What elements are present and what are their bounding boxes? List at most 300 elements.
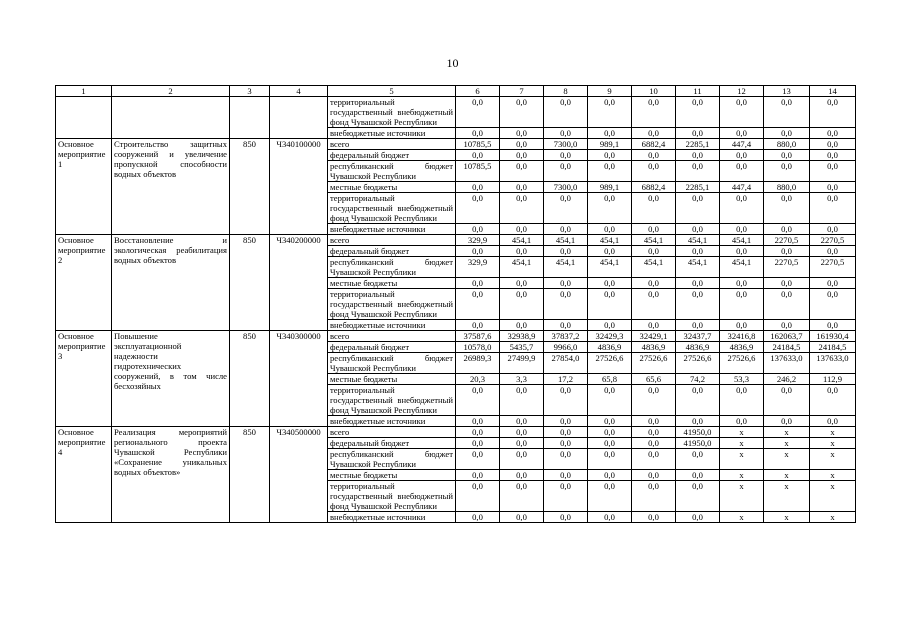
value-cell: 0,0 [456,427,500,438]
column-header-5: 5 [328,86,456,97]
value-cell: 0,0 [720,246,764,257]
funding-source: федеральный бюджет [328,150,456,161]
value-cell: 0,0 [676,470,720,481]
value-cell: 0,0 [544,97,588,128]
funding-source: всего [328,139,456,150]
value-cell: 0,0 [764,193,810,224]
value-cell: 880,0 [764,139,810,150]
value-cell: 0,0 [544,320,588,331]
value-cell: 27526,6 [676,353,720,374]
value-cell: 0,0 [588,289,632,320]
value-cell: 0,0 [676,224,720,235]
value-cell: 0,0 [456,481,500,512]
value-cell: 0,0 [632,224,676,235]
value-cell: 0,0 [632,150,676,161]
value-cell: 2270,5 [764,235,810,246]
value-cell: 2270,5 [810,257,856,278]
value-cell: 0,0 [764,150,810,161]
value-cell: x [810,438,856,449]
value-cell: 41950,0 [676,427,720,438]
event-label [56,97,112,139]
value-cell: 454,1 [632,235,676,246]
value-cell: 7300,0 [544,182,588,193]
value-cell: 0,0 [632,97,676,128]
value-cell: 0,0 [588,150,632,161]
page-number: 10 [446,56,459,70]
value-cell: 0,0 [544,427,588,438]
value-cell: 0,0 [588,438,632,449]
value-cell: 65,6 [632,374,676,385]
value-cell: x [764,427,810,438]
value-cell: 41950,0 [676,438,720,449]
value-cell: 0,0 [544,470,588,481]
value-cell: 4836,9 [632,342,676,353]
value-cell: 24184,5 [810,342,856,353]
value-cell: 0,0 [500,128,544,139]
funding-source: местные бюджеты [328,374,456,385]
value-cell: 0,0 [456,150,500,161]
funding-source: всего [328,235,456,246]
value-cell: 32429,1 [632,331,676,342]
value-cell: 454,1 [544,257,588,278]
value-cell: 329,9 [456,257,500,278]
value-cell: 32416,8 [720,331,764,342]
value-cell: 0,0 [676,385,720,416]
value-cell: 37587,6 [456,331,500,342]
funding-source: местные бюджеты [328,182,456,193]
grbs-code: 850 [230,331,270,427]
value-cell: 0,0 [676,161,720,182]
value-cell: 161930,4 [810,331,856,342]
value-cell: 0,0 [500,224,544,235]
value-cell: 0,0 [764,97,810,128]
funding-source: внебюджетные источники [328,320,456,331]
column-header-13: 13 [764,86,810,97]
value-cell: 0,0 [632,278,676,289]
column-header-7: 7 [500,86,544,97]
value-cell: 0,0 [632,320,676,331]
funding-source: внебюджетные источники [328,128,456,139]
value-cell: 0,0 [676,449,720,470]
value-cell: 0,0 [500,193,544,224]
value-cell: 0,0 [676,416,720,427]
grbs-code: 850 [230,139,270,235]
value-cell: 0,0 [588,193,632,224]
value-cell: 0,0 [764,385,810,416]
value-cell: 0,0 [544,416,588,427]
value-cell: 0,0 [764,128,810,139]
value-cell: 0,0 [676,278,720,289]
value-cell: 0,0 [676,320,720,331]
value-cell: 454,1 [676,235,720,246]
value-cell: 0,0 [500,481,544,512]
value-cell: 454,1 [632,257,676,278]
value-cell: 0,0 [500,416,544,427]
value-cell: 0,0 [632,449,676,470]
value-cell: 0,0 [632,481,676,512]
value-cell: 0,0 [720,320,764,331]
value-cell: 0,0 [456,416,500,427]
event-title: Строительство защитных сооружений и увеличение пропускной способности водных объектов [112,139,230,235]
value-cell: 0,0 [588,427,632,438]
column-header-8: 8 [544,86,588,97]
value-cell: 0,0 [764,320,810,331]
grbs-code: 850 [230,427,270,523]
value-cell: 4836,9 [588,342,632,353]
value-cell: 0,0 [500,139,544,150]
value-cell: 0,0 [764,278,810,289]
value-cell: 0,0 [810,246,856,257]
value-cell: x [720,470,764,481]
value-cell: x [764,449,810,470]
value-cell: 0,0 [544,481,588,512]
column-header-12: 12 [720,86,764,97]
value-cell: 0,0 [544,289,588,320]
value-cell: 0,0 [632,470,676,481]
value-cell: 0,0 [676,97,720,128]
table-row [56,331,856,342]
value-cell: 27526,6 [588,353,632,374]
value-cell: x [720,438,764,449]
value-cell: 10578,0 [456,342,500,353]
value-cell: 0,0 [632,161,676,182]
value-cell: 246,2 [764,374,810,385]
value-cell: x [764,438,810,449]
event-label: Основное мероприятие 2 [56,235,112,331]
value-cell: 0,0 [810,128,856,139]
value-cell: 0,0 [544,128,588,139]
value-cell: 0,0 [588,320,632,331]
value-cell: 112,9 [810,374,856,385]
value-cell: 0,0 [544,150,588,161]
value-cell: 0,0 [588,97,632,128]
grbs-code [230,97,270,139]
funding-source: всего [328,427,456,438]
value-cell: 0,0 [544,193,588,224]
value-cell: 0,0 [632,128,676,139]
value-cell: 0,0 [544,449,588,470]
event-title [112,97,230,139]
value-cell: 0,0 [632,438,676,449]
value-cell: 0,0 [632,427,676,438]
funding-source: внебюджетные источники [328,224,456,235]
budget-class-code: Ч340200000 [270,235,328,331]
column-header-11: 11 [676,86,720,97]
value-cell: 0,0 [544,512,588,523]
event-title: Повышение эксплуатационной надежности гидротехнических сооружений, в том числе бесхозяйных [112,331,230,427]
value-cell: 0,0 [500,289,544,320]
value-cell: 0,0 [456,128,500,139]
value-cell: 0,0 [500,385,544,416]
value-cell: 0,0 [588,224,632,235]
value-cell: 447,4 [720,139,764,150]
value-cell: 0,0 [588,385,632,416]
value-cell: x [720,449,764,470]
value-cell: 0,0 [676,289,720,320]
value-cell: 0,0 [456,182,500,193]
funding-source: местные бюджеты [328,278,456,289]
table-row [56,235,856,246]
value-cell: 2285,1 [676,139,720,150]
funding-source: федеральный бюджет [328,246,456,257]
table-row [56,139,856,150]
value-cell: 5435,7 [500,342,544,353]
value-cell: 0,0 [720,289,764,320]
value-cell: 0,0 [676,246,720,257]
value-cell: 0,0 [676,128,720,139]
value-cell: 0,0 [456,246,500,257]
value-cell: 20,3 [456,374,500,385]
value-cell: 454,1 [588,235,632,246]
value-cell: 454,1 [720,257,764,278]
value-cell: x [764,481,810,512]
value-cell: 37837,2 [544,331,588,342]
funding-source: территориальный государственный внебюджетный фонд Чувашской Республики [328,385,456,416]
value-cell: 0,0 [456,278,500,289]
value-cell: 0,0 [632,193,676,224]
value-cell: 0,0 [500,470,544,481]
value-cell: 0,0 [632,246,676,257]
value-cell: 0,0 [456,224,500,235]
value-cell: 10785,5 [456,139,500,150]
value-cell: 0,0 [720,278,764,289]
value-cell: 0,0 [500,150,544,161]
funding-source: республиканский бюджет Чувашской Республики [328,353,456,374]
header-row [56,86,856,97]
value-cell: 0,0 [720,385,764,416]
value-cell: 0,0 [544,224,588,235]
value-cell: 27854,0 [544,353,588,374]
value-cell: 0,0 [588,416,632,427]
column-header-4: 4 [270,86,328,97]
value-cell: x [720,481,764,512]
value-cell: 74,2 [676,374,720,385]
value-cell: 0,0 [588,481,632,512]
value-cell: 0,0 [456,193,500,224]
event-title: Восстановление и экологическая реабилитация водных объектов [112,235,230,331]
value-cell: 0,0 [764,416,810,427]
value-cell: 0,0 [810,289,856,320]
funding-source: местные бюджеты [328,470,456,481]
value-cell: 3,3 [500,374,544,385]
value-cell: 454,1 [588,257,632,278]
value-cell: 0,0 [500,182,544,193]
value-cell: 0,0 [500,449,544,470]
value-cell: 0,0 [544,246,588,257]
value-cell: 0,0 [500,246,544,257]
value-cell: 0,0 [764,161,810,182]
value-cell: 329,9 [456,235,500,246]
value-cell: 0,0 [810,224,856,235]
value-cell: 0,0 [632,385,676,416]
funding-source: федеральный бюджет [328,438,456,449]
value-cell: 17,2 [544,374,588,385]
value-cell: 0,0 [810,278,856,289]
value-cell: 32437,7 [676,331,720,342]
column-header-3: 3 [230,86,270,97]
value-cell: 2270,5 [764,257,810,278]
value-cell: 989,1 [588,139,632,150]
value-cell: x [720,427,764,438]
value-cell: 454,1 [500,235,544,246]
value-cell: 0,0 [720,150,764,161]
value-cell: 2270,5 [810,235,856,246]
value-cell: 0,0 [456,512,500,523]
value-cell: 6882,4 [632,182,676,193]
budget-table [55,85,856,523]
value-cell: 65,8 [588,374,632,385]
value-cell: 0,0 [720,161,764,182]
value-cell: 0,0 [500,161,544,182]
value-cell: 0,0 [720,224,764,235]
value-cell: 0,0 [810,161,856,182]
value-cell: 0,0 [632,416,676,427]
value-cell: 0,0 [810,416,856,427]
funding-source: республиканский бюджет Чувашской Республики [328,449,456,470]
value-cell: 0,0 [810,385,856,416]
funding-source: республиканский бюджет Чувашской Республики [328,161,456,182]
value-cell: 454,1 [720,235,764,246]
table-row [56,97,856,128]
value-cell: 162063,7 [764,331,810,342]
value-cell: 0,0 [810,139,856,150]
funding-source: внебюджетные источники [328,512,456,523]
value-cell: 53,3 [720,374,764,385]
value-cell: 0,0 [676,481,720,512]
value-cell: x [764,470,810,481]
funding-source: территориальный государственный внебюджетный фонд Чувашской Республики [328,97,456,128]
value-cell: 32938,9 [500,331,544,342]
value-cell: 0,0 [588,512,632,523]
column-header-10: 10 [632,86,676,97]
funding-source: территориальный государственный внебюджетный фонд Чувашской Республики [328,481,456,512]
value-cell: 0,0 [456,289,500,320]
value-cell: 0,0 [588,449,632,470]
value-cell: 0,0 [720,97,764,128]
value-cell: x [810,481,856,512]
value-cell: x [720,512,764,523]
value-cell: 0,0 [676,193,720,224]
value-cell: 0,0 [544,278,588,289]
value-cell: 0,0 [456,449,500,470]
value-cell: 454,1 [676,257,720,278]
value-cell: 0,0 [456,385,500,416]
value-cell: 0,0 [500,427,544,438]
value-cell: x [810,427,856,438]
value-cell: 0,0 [810,150,856,161]
value-cell: 137633,0 [764,353,810,374]
value-cell: 0,0 [456,97,500,128]
event-title: Реализация мероприятий регионального проекта Чувашской Республики «Сохранение уникальных водных объектов» [112,427,230,523]
value-cell: 4836,9 [676,342,720,353]
value-cell: 454,1 [544,235,588,246]
value-cell: x [810,512,856,523]
value-cell: 0,0 [810,193,856,224]
value-cell: 0,0 [544,438,588,449]
column-header-14: 14 [810,86,856,97]
value-cell: 0,0 [500,278,544,289]
value-cell: 447,4 [720,182,764,193]
value-cell: 0,0 [810,97,856,128]
value-cell: 454,1 [500,257,544,278]
value-cell: 10785,5 [456,161,500,182]
column-header-6: 6 [456,86,500,97]
budget-class-code [270,97,328,139]
funding-source: территориальный государственный внебюджетный фонд Чувашской Республики [328,289,456,320]
value-cell: 27526,6 [632,353,676,374]
funding-source: внебюджетные источники [328,416,456,427]
table-row [56,427,856,438]
column-header-9: 9 [588,86,632,97]
value-cell: 0,0 [588,470,632,481]
value-cell: 0,0 [588,128,632,139]
value-cell: 0,0 [810,182,856,193]
value-cell: 24184,5 [764,342,810,353]
value-cell: 9966,0 [544,342,588,353]
value-cell: 0,0 [676,512,720,523]
value-cell: 880,0 [764,182,810,193]
value-cell: 0,0 [456,320,500,331]
value-cell: 0,0 [500,438,544,449]
value-cell: 0,0 [500,320,544,331]
budget-class-code: Ч340100000 [270,139,328,235]
value-cell: 0,0 [810,320,856,331]
event-label: Основное мероприятие 4 [56,427,112,523]
funding-source: территориальный государственный внебюджетный фонд Чувашской Республики [328,193,456,224]
value-cell: 0,0 [720,193,764,224]
value-cell: 989,1 [588,182,632,193]
column-header-2: 2 [112,86,230,97]
value-cell: 0,0 [588,246,632,257]
funding-source: всего [328,331,456,342]
budget-class-code: Ч340500000 [270,427,328,523]
value-cell: 0,0 [544,161,588,182]
value-cell: 7300,0 [544,139,588,150]
value-cell: 0,0 [764,289,810,320]
value-cell: 0,0 [588,278,632,289]
value-cell: 137633,0 [810,353,856,374]
column-header-1: 1 [56,86,112,97]
value-cell: 4836,9 [720,342,764,353]
grbs-code: 850 [230,235,270,331]
value-cell: 0,0 [500,512,544,523]
value-cell: 2285,1 [676,182,720,193]
value-cell: 0,0 [720,416,764,427]
value-cell: 0,0 [500,97,544,128]
value-cell: x [810,470,856,481]
value-cell: 0,0 [456,438,500,449]
value-cell: 0,0 [676,150,720,161]
value-cell: 0,0 [764,246,810,257]
value-cell: 26989,3 [456,353,500,374]
value-cell: 0,0 [720,128,764,139]
value-cell: 0,0 [632,512,676,523]
funding-source: республиканский бюджет Чувашской Республики [328,257,456,278]
event-label: Основное мероприятие 3 [56,331,112,427]
value-cell: x [810,449,856,470]
value-cell: 0,0 [544,385,588,416]
value-cell: 6882,4 [632,139,676,150]
value-cell: 27526,6 [720,353,764,374]
value-cell: 32429,3 [588,331,632,342]
funding-source: федеральный бюджет [328,342,456,353]
event-label: Основное мероприятие 1 [56,139,112,235]
value-cell: 0,0 [764,224,810,235]
value-cell: 27499,9 [500,353,544,374]
value-cell: 0,0 [456,470,500,481]
value-cell: 0,0 [632,289,676,320]
budget-class-code: Ч340300000 [270,331,328,427]
